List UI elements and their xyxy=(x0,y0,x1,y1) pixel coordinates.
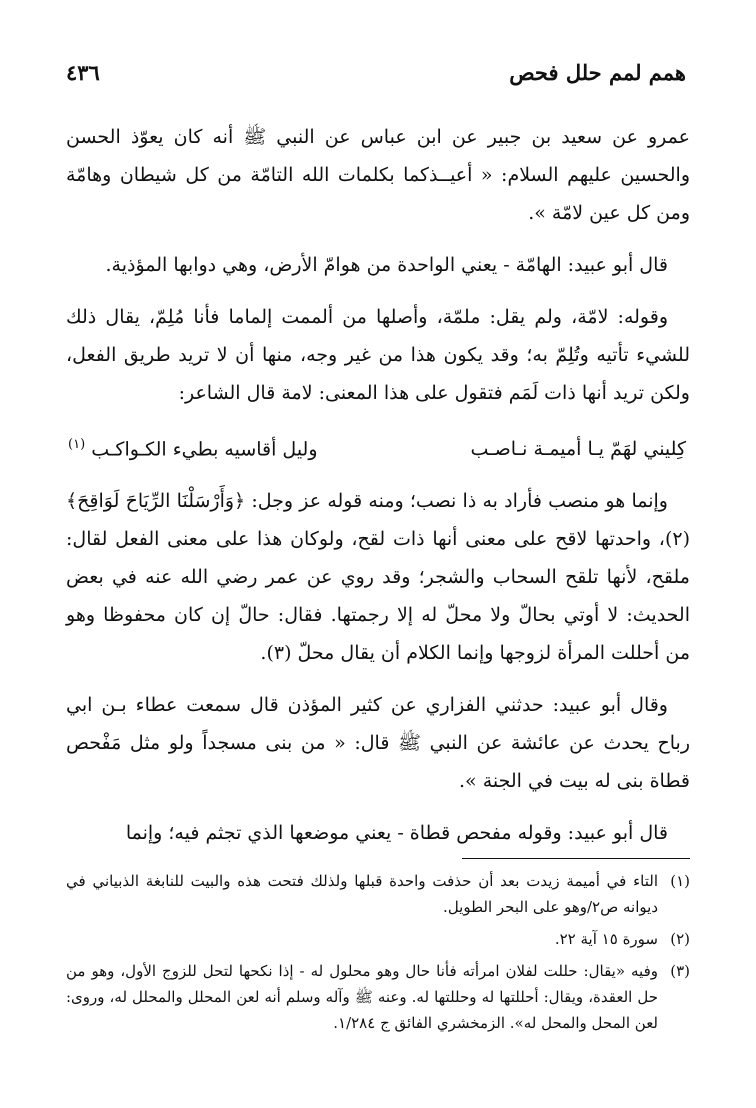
footnote-2 xyxy=(66,926,690,952)
footnote-text: التاء في أميمة زيدت بعد أن حذفت واحدة قبلها ولذلك فتحت هذه والبيت للنابغة الذبياني في ديوانه ص٢/وهو على البحر الطويل. xyxy=(66,872,658,916)
page-header xyxy=(66,60,686,85)
verse-second-hemistich: وليل أقاسيه بطيء الكـواكـب xyxy=(91,438,318,461)
paragraph-lamma: وقوله: لامّة، ولم يقل: ملمّة، وأصلها من ألممت إلماما فأنا مُلِمّ، يقال ذلك للشيء تأتيه وتُلِمّ به؛ وقد يكون هذا من غير وجه، منها أن لا تريد طريق الفعل، ولكن تريد أنها ذات لَمَم فتقول على هذا المعنى: لامة قال الشاعر: xyxy=(66,306,690,404)
footnote-number: (١) xyxy=(670,872,690,890)
footnote-3 xyxy=(66,958,690,1036)
footnotes xyxy=(66,868,690,1042)
verse-second-hemistich-wrap xyxy=(66,426,318,468)
footnote-number: (٣) xyxy=(670,962,690,980)
paragraph-hamma: قال أبو عبيد: الهامّة - يعني الواحدة من هوامّ الأرض، وهي دوابها المؤذية. xyxy=(105,254,668,276)
paragraph-lawaqih: وإنما هو منصب فأراد به ذا نصب؛ ومنه قوله عز وجل: ﴿وَأَرْسَلْنَا الرِّيَاحَ لَوَاقِحَ﴾ (٢)، واحدتها لاقح على معنى أنها ذات لقح، ولوكان هذا على معنى الفعل لقال: ملقح، لأنها تلقح السحاب والشجر؛ وقد روي عن عمر رضي الله عنه في بعض الحديث: لا أوتي بحالّ ولا محلّ له إلا رجمتها. فقال: حالّ إن كان محفوظا وهو من أحللت المرأة لزوجها وإنما الكلام أن يقال محلّ (٣). xyxy=(66,490,690,665)
page-number: ٤٣٦ xyxy=(66,60,100,85)
main-text xyxy=(66,118,690,866)
running-title: همم لمم حلل فحص xyxy=(509,60,686,85)
paragraph-mafhas-hadith: وقال أبو عبيد: حدثني الفزاري عن كثير المؤذن قال سمعت عطاء بـن ابي رباح يحدث عن عائشة عن النبي ﷺ قال: « من بنى مسجداً ولو مثل مَفْحص قطاة بنى له بيت في الجنة ». xyxy=(66,694,690,793)
footnote-1 xyxy=(66,868,690,920)
footnote-text: وفيه «يقال: حللت لفلان امرأته فأنا حال وهو محلول له - إذا نكحها لتحل للزوج الأول، وهو من حل العقدة، ويقال: أحللتها له وحللتها له. وعنه ﷺ وآله وسلم أنه لعن المحلل والمحلل له، وروى: لعن المحل والمحل له». الزمخشري الفائق ج ١/٢٨٤. xyxy=(66,962,658,1032)
footnote-marker-1: (١) xyxy=(68,437,86,452)
paragraph-hadith-taawidh: عمرو عن سعيد بن جبير عن ابن عباس عن النبي ﷺ أنه كان يعوّذ الحسن والحسين عليهم السلام: « أعيــذكما بكلمات الله التامّة من كل شيطان وهامّة ومن كل عين لامّة ». xyxy=(66,126,690,224)
footnote-text: سورة ١٥ آية ٢٢. xyxy=(554,930,658,948)
verse-first-hemistich: كِليني لهَمّ يـا أميمـة نـاصـب xyxy=(470,438,686,461)
footnote-divider xyxy=(462,858,690,859)
footnote-number: (٢) xyxy=(670,930,690,948)
paragraph-mafhas-explanation: قال أبو عبيد: وقوله مفحص قطاة - يعني موضعها الذي تجثم فيه؛ وإنما xyxy=(125,822,668,845)
poetry-verse xyxy=(66,426,690,468)
